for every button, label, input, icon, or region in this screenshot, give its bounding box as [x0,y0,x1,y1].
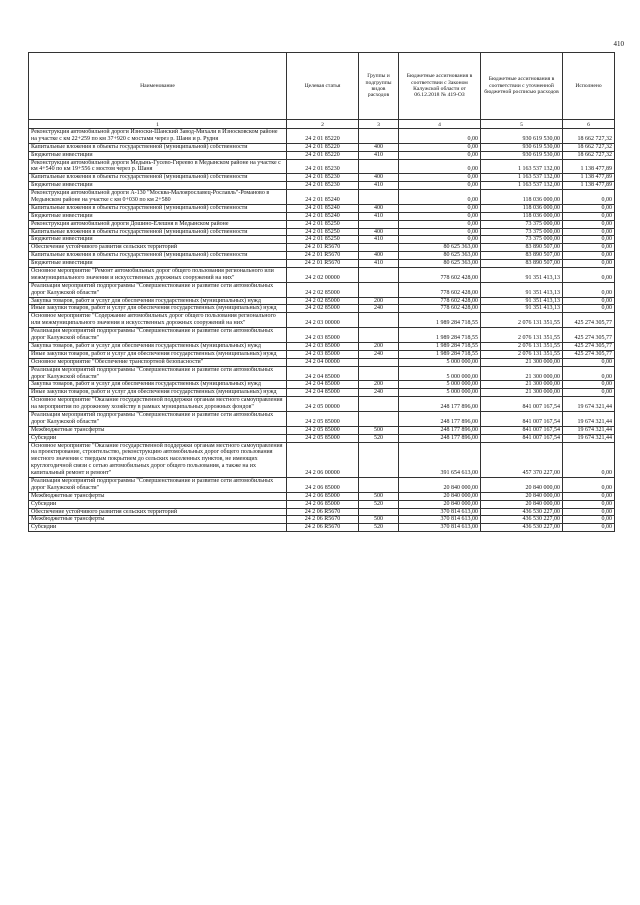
row-budget-updated: 436 530 227,00 [481,524,563,532]
row-expense-group: 410 [359,236,399,244]
table-row [29,313,615,328]
row-executed: 0,00 [563,268,615,283]
row-expense-group [359,313,399,328]
row-target-code: 24 2 01 85250 [287,228,359,236]
row-budget-law: 20 840 000,00 [399,492,481,500]
row-target-code: 24 2 01 85240 [287,212,359,220]
row-target-code: 24 2 05 85000 [287,426,359,434]
table-row [29,268,615,283]
row-budget-law: 1 989 284 718,55 [399,342,481,350]
row-name: Субсидии [29,524,287,532]
row-budget-law: 0,00 [399,174,481,182]
column-number: 5 [481,120,563,129]
row-executed: 0,00 [563,260,615,268]
row-expense-group: 400 [359,174,399,182]
row-name: Бюджетные инвестиции [29,182,287,190]
row-name: Закупка товаров, работ и услуг для обеспечения государственных (муниципальных) нужд [29,342,287,350]
table-row [29,282,615,297]
row-target-code: 24 2 04 85000 [287,366,359,381]
header-budget-law: Бюджетные ассигнования в соответствии с Законом Калужской области от 06.12.2018 № 419-ОЗ [399,53,481,120]
row-target-code: 24 2 06 85000 [287,492,359,500]
table-row [29,524,615,532]
row-executed: 0,00 [563,508,615,516]
row-budget-law: 5 000 000,00 [399,358,481,366]
row-name: Бюджетные инвестиции [29,212,287,220]
row-name: Основное мероприятие "Обеспечение транспортной безопасности" [29,358,287,366]
row-target-code: 24 2 06 R5670 [287,516,359,524]
row-name: Основное мероприятие "Оказание государственной поддержки органам местного самоуправления на проектирование, строительство, реконструкцию автомобильных дорог общего пользования местного значения с твердым покрытием до сельских населенных пунктов, не имеющих круглогодичной связи с сетью автомобильных дорог общего пользования, а также на их капитальный ремонт и ремонт" [29,442,287,477]
row-budget-updated: 1 163 537 132,00 [481,159,563,174]
row-budget-law: 1 989 284 718,55 [399,313,481,328]
row-executed: 19 674 321,44 [563,426,615,434]
row-budget-updated: 83 890 507,00 [481,260,563,268]
row-budget-updated: 21 300 000,00 [481,389,563,397]
row-budget-updated: 91 351 413,13 [481,305,563,313]
row-budget-updated: 1 163 537 132,00 [481,174,563,182]
row-name: Закупка товаров, работ и услуг для обеспечения государственных (муниципальных) нужд [29,381,287,389]
header-target-article: Целевая статья [287,53,359,120]
row-budget-law: 20 840 000,00 [399,500,481,508]
row-name: Капитальные вложения в объекты государственной (муниципальной) собственности [29,252,287,260]
row-executed: 0,00 [563,204,615,212]
row-budget-updated: 73 375 000,00 [481,236,563,244]
row-expense-group: 500 [359,516,399,524]
row-executed: 0,00 [563,442,615,477]
row-name: Реконструкция автомобильной дороги Износки-Шанский Завод-Михали в Износковском районе на участке с км 22+259 по км 37+920 с мостами через р. Шаня и р. Рудня [29,129,287,144]
row-target-code: 24 2 03 85000 [287,342,359,350]
row-expense-group: 240 [359,305,399,313]
table-row [29,426,615,434]
row-expense-group: 410 [359,212,399,220]
budget-table [28,52,615,532]
row-executed: 0,00 [563,244,615,252]
row-executed: 425 274 305,77 [563,342,615,350]
row-target-code: 24 2 01 R5670 [287,252,359,260]
row-expense-group [359,508,399,516]
row-expense-group [359,244,399,252]
table-row [29,174,615,182]
row-budget-law: 0,00 [399,151,481,159]
row-budget-law: 0,00 [399,159,481,174]
table-row [29,350,615,358]
row-target-code: 24 2 01 85220 [287,143,359,151]
row-name: Иные закупки товаров, работ и услуг для обеспечения государственных (муниципальных) нужд [29,305,287,313]
row-target-code: 24 2 06 R5670 [287,524,359,532]
row-name: Капитальные вложения в объекты государственной (муниципальной) собственности [29,174,287,182]
row-budget-updated: 83 890 507,00 [481,252,563,260]
table-row [29,151,615,159]
row-expense-group [359,220,399,228]
column-number: 2 [287,120,359,129]
row-target-code: 24 2 01 R5670 [287,260,359,268]
row-expense-group [359,397,399,412]
row-budget-law: 80 625 363,00 [399,260,481,268]
row-executed: 19 674 321,44 [563,411,615,426]
row-target-code: 24 2 03 00000 [287,313,359,328]
row-budget-updated: 118 036 000,00 [481,212,563,220]
row-target-code: 24 2 04 00000 [287,358,359,366]
row-name: Иные закупки товаров, работ и услуг для обеспечения государственных (муниципальных) нужд [29,389,287,397]
table-row [29,143,615,151]
row-budget-updated: 930 619 530,00 [481,143,563,151]
header-budget-updated: Бюджетные ассигнования в соответствии с уточненной бюджетной росписью расходов [481,53,563,120]
row-expense-group: 200 [359,297,399,305]
table-row [29,260,615,268]
row-expense-group [359,190,399,205]
row-target-code: 24 2 01 85240 [287,190,359,205]
row-budget-law: 1 989 284 718,55 [399,328,481,343]
row-executed: 0,00 [563,236,615,244]
row-expense-group [359,129,399,144]
row-target-code: 24 2 04 85000 [287,389,359,397]
row-expense-group: 520 [359,500,399,508]
header-name: Наименование [29,53,287,120]
row-expense-group: 200 [359,381,399,389]
row-budget-law: 370 814 613,00 [399,524,481,532]
row-expense-group: 240 [359,350,399,358]
table-row [29,397,615,412]
row-name: Реализация мероприятий подпрограммы "Совершенствование и развитие сети автомобильных дорог Калужской области" [29,366,287,381]
column-number: 3 [359,120,399,129]
row-expense-group: 400 [359,143,399,151]
table-row [29,358,615,366]
row-budget-law: 20 840 000,00 [399,477,481,492]
row-budget-updated: 21 300 000,00 [481,381,563,389]
row-target-code: 24 2 01 85240 [287,204,359,212]
row-expense-group: 240 [359,389,399,397]
row-expense-group: 500 [359,492,399,500]
row-target-code: 24 2 04 85000 [287,381,359,389]
row-name: Капитальные вложения в объекты государственной (муниципальной) собственности [29,143,287,151]
row-executed: 0,00 [563,252,615,260]
table-row [29,212,615,220]
row-target-code: 24 2 03 85000 [287,350,359,358]
row-budget-law: 5 000 000,00 [399,389,481,397]
row-budget-law: 0,00 [399,220,481,228]
table-row [29,236,615,244]
row-expense-group: 410 [359,182,399,190]
row-budget-updated: 2 076 131 351,55 [481,342,563,350]
row-name: Бюджетные инвестиции [29,236,287,244]
row-budget-updated: 91 351 413,13 [481,268,563,283]
row-budget-law: 80 625 363,00 [399,252,481,260]
table-row [29,252,615,260]
row-expense-group [359,411,399,426]
row-budget-updated: 118 036 000,00 [481,204,563,212]
row-target-code: 24 2 03 85000 [287,328,359,343]
table-row [29,381,615,389]
row-budget-law: 0,00 [399,228,481,236]
table-row [29,389,615,397]
row-target-code: 24 2 01 85250 [287,220,359,228]
table-row [29,366,615,381]
row-budget-law: 0,00 [399,129,481,144]
row-name: Реализация мероприятий подпрограммы "Совершенствование и развитие сети автомобильных дорог Калужской области" [29,328,287,343]
row-expense-group: 400 [359,228,399,236]
row-budget-law: 0,00 [399,204,481,212]
row-budget-law: 80 625 363,00 [399,244,481,252]
row-executed: 0,00 [563,228,615,236]
row-budget-updated: 841 007 167,54 [481,434,563,442]
row-budget-updated: 930 619 530,00 [481,151,563,159]
row-name: Обеспечение устойчивого развития сельских территорий [29,244,287,252]
row-expense-group [359,477,399,492]
row-executed: 425 274 305,77 [563,313,615,328]
row-executed: 1 138 477,89 [563,174,615,182]
row-budget-updated: 930 619 530,00 [481,129,563,144]
row-budget-updated: 91 351 413,13 [481,297,563,305]
row-executed: 0,00 [563,305,615,313]
row-name: Реализация мероприятий подпрограммы "Совершенствование и развитие сети автомобильных дорог Калужской области" [29,282,287,297]
table-row [29,190,615,205]
row-name: Капитальные вложения в объекты государственной (муниципальной) собственности [29,228,287,236]
row-budget-updated: 841 007 167,54 [481,426,563,434]
column-number-row [29,120,615,129]
row-name: Капитальные вложения в объекты государственной (муниципальной) собственности [29,204,287,212]
row-budget-updated: 841 007 167,54 [481,411,563,426]
table-row [29,220,615,228]
row-executed: 18 662 727,32 [563,151,615,159]
row-budget-updated: 2 076 131 351,55 [481,350,563,358]
row-target-code: 24 2 01 85230 [287,174,359,182]
row-expense-group: 520 [359,434,399,442]
row-target-code: 24 2 02 85000 [287,297,359,305]
row-budget-law: 248 177 896,00 [399,397,481,412]
row-target-code: 24 2 05 85000 [287,434,359,442]
row-executed: 0,00 [563,477,615,492]
row-executed: 19 674 321,44 [563,397,615,412]
row-target-code: 24 2 01 85230 [287,182,359,190]
row-name: Основное мероприятие "Содержание автомобильных дорог общего пользования регионального или межмуниципального значения и искусственных дорожных сооружений на них" [29,313,287,328]
row-target-code: 24 2 02 00000 [287,268,359,283]
row-executed: 0,00 [563,389,615,397]
row-name: Межбюджетные трансферты [29,492,287,500]
row-name: Основное мероприятие "Оказание государственной поддержки органам местного самоуправления на мероприятия по дорожному хозяйству в рамках муниципальных дорожных фондов" [29,397,287,412]
header-row [29,53,615,120]
row-expense-group: 400 [359,252,399,260]
row-executed: 0,00 [563,516,615,524]
row-target-code: 24 2 06 R5670 [287,508,359,516]
row-budget-law: 5 000 000,00 [399,366,481,381]
row-budget-updated: 73 375 000,00 [481,228,563,236]
row-budget-updated: 83 890 507,00 [481,244,563,252]
row-expense-group [359,442,399,477]
row-budget-law: 391 654 613,00 [399,442,481,477]
row-name: Межбюджетные трансферты [29,426,287,434]
row-name: Реконструкция автомобильной дороги А-130 "Москва-Малоярославец-Рославль"-Романово в Медынском районе на участке с км 0+030 по км 2+580 [29,190,287,205]
row-expense-group [359,328,399,343]
row-budget-law: 248 177 896,00 [399,411,481,426]
row-budget-updated: 20 840 000,00 [481,492,563,500]
column-number: 4 [399,120,481,129]
row-name: Реализация мероприятий подпрограммы "Совершенствование и развитие сети автомобильных дорог Калужской области" [29,411,287,426]
row-budget-updated: 20 840 000,00 [481,500,563,508]
row-name: Бюджетные инвестиции [29,260,287,268]
row-expense-group [359,358,399,366]
row-executed: 1 138 477,89 [563,182,615,190]
row-budget-law: 5 000 000,00 [399,381,481,389]
row-name: Субсидии [29,500,287,508]
table-row [29,516,615,524]
table-row [29,159,615,174]
table-row [29,297,615,305]
row-executed: 0,00 [563,220,615,228]
row-budget-updated: 841 007 167,54 [481,397,563,412]
row-target-code: 24 2 01 85220 [287,151,359,159]
table-row [29,305,615,313]
table-row [29,204,615,212]
table-row [29,228,615,236]
table-row [29,442,615,477]
row-target-code: 24 2 01 85250 [287,236,359,244]
row-target-code: 24 2 06 85000 [287,500,359,508]
row-budget-updated: 1 163 537 132,00 [481,182,563,190]
row-executed: 0,00 [563,500,615,508]
row-executed: 425 274 305,77 [563,350,615,358]
row-name: Реконструкция автомобильной дороги Медынь-Гусево-Гиреево в Медынском районе на участке с км 4+540 по км 19+556 с мостом через р. Шаня [29,159,287,174]
row-budget-updated: 21 300 000,00 [481,358,563,366]
table-row [29,434,615,442]
row-expense-group: 400 [359,204,399,212]
row-budget-updated: 457 370 227,00 [481,442,563,477]
row-executed: 425 274 305,77 [563,328,615,343]
row-name: Межбюджетные трансферты [29,516,287,524]
row-name: Субсидии [29,434,287,442]
row-target-code: 24 2 01 85220 [287,129,359,144]
row-executed: 18 662 727,32 [563,143,615,151]
row-executed: 0,00 [563,381,615,389]
row-budget-updated: 20 840 000,00 [481,477,563,492]
column-number: 6 [563,120,615,129]
table-row [29,411,615,426]
row-executed: 1 138 477,89 [563,159,615,174]
row-expense-group [359,268,399,283]
row-budget-law: 778 602 428,00 [399,268,481,283]
row-budget-law: 778 602 428,00 [399,297,481,305]
row-budget-law: 0,00 [399,190,481,205]
row-expense-group: 200 [359,342,399,350]
row-budget-updated: 2 076 131 351,55 [481,328,563,343]
row-target-code: 24 2 02 85000 [287,282,359,297]
table-row [29,477,615,492]
row-budget-updated: 91 351 413,13 [481,282,563,297]
row-name: Иные закупки товаров, работ и услуг для обеспечения государственных (муниципальных) нужд [29,350,287,358]
row-target-code: 24 2 01 85230 [287,159,359,174]
row-budget-law: 0,00 [399,236,481,244]
row-target-code: 24 2 01 R5670 [287,244,359,252]
row-executed: 0,00 [563,366,615,381]
table-row [29,328,615,343]
row-name: Бюджетные инвестиции [29,151,287,159]
table-row [29,129,615,144]
row-target-code: 24 2 05 00000 [287,397,359,412]
row-target-code: 24 2 02 85000 [287,305,359,313]
row-budget-law: 370 814 613,00 [399,508,481,516]
row-budget-law: 1 989 284 718,55 [399,350,481,358]
row-target-code: 24 2 06 00000 [287,442,359,477]
row-name: Реконструкция автомобильной дороги Дошино-Елешня в Медынском районе [29,220,287,228]
row-executed: 0,00 [563,524,615,532]
row-executed: 18 662 727,32 [563,129,615,144]
table-row [29,182,615,190]
row-expense-group [359,159,399,174]
row-executed: 0,00 [563,282,615,297]
row-budget-law: 248 177 896,00 [399,434,481,442]
row-budget-updated: 73 375 000,00 [481,220,563,228]
row-budget-law: 778 602 428,00 [399,282,481,297]
row-executed: 0,00 [563,297,615,305]
row-executed: 0,00 [563,492,615,500]
row-expense-group [359,282,399,297]
row-expense-group: 520 [359,524,399,532]
table-row [29,508,615,516]
header-executed: Исполнено [563,53,615,120]
row-expense-group: 410 [359,151,399,159]
table-row [29,342,615,350]
table-body [29,129,615,532]
row-executed: 0,00 [563,358,615,366]
row-target-code: 24 2 05 85000 [287,411,359,426]
row-name: Основное мероприятие "Ремонт автомобильных дорог общего пользования регионального или межмуниципального значения и искусственных дорожных сооружений на них" [29,268,287,283]
row-budget-law: 0,00 [399,182,481,190]
row-budget-law: 370 814 613,00 [399,516,481,524]
table-row [29,500,615,508]
row-name: Реализация мероприятий подпрограммы "Совершенствование и развитие сети автомобильных дорог Калужской области" [29,477,287,492]
row-budget-updated: 21 300 000,00 [481,366,563,381]
row-budget-law: 248 177 896,00 [399,426,481,434]
row-executed: 19 674 321,44 [563,434,615,442]
row-executed: 0,00 [563,212,615,220]
table-row [29,244,615,252]
row-budget-law: 0,00 [399,212,481,220]
row-name: Обеспечение устойчивого развития сельских территорий [29,508,287,516]
row-executed: 0,00 [563,190,615,205]
row-budget-updated: 436 530 227,00 [481,516,563,524]
column-number: 1 [29,120,287,129]
row-budget-law: 778 602 428,00 [399,305,481,313]
row-target-code: 24 2 06 85000 [287,477,359,492]
header-expense-group: Группы и подгруппы видов расходов [359,53,399,120]
row-budget-updated: 2 076 131 351,55 [481,313,563,328]
row-budget-updated: 118 036 000,00 [481,190,563,205]
row-budget-law: 0,00 [399,143,481,151]
row-expense-group [359,366,399,381]
row-budget-updated: 436 530 227,00 [481,508,563,516]
page-number: 410 [613,40,624,48]
row-expense-group: 410 [359,260,399,268]
row-expense-group: 500 [359,426,399,434]
row-name: Закупка товаров, работ и услуг для обеспечения государственных (муниципальных) нужд [29,297,287,305]
table-row [29,492,615,500]
